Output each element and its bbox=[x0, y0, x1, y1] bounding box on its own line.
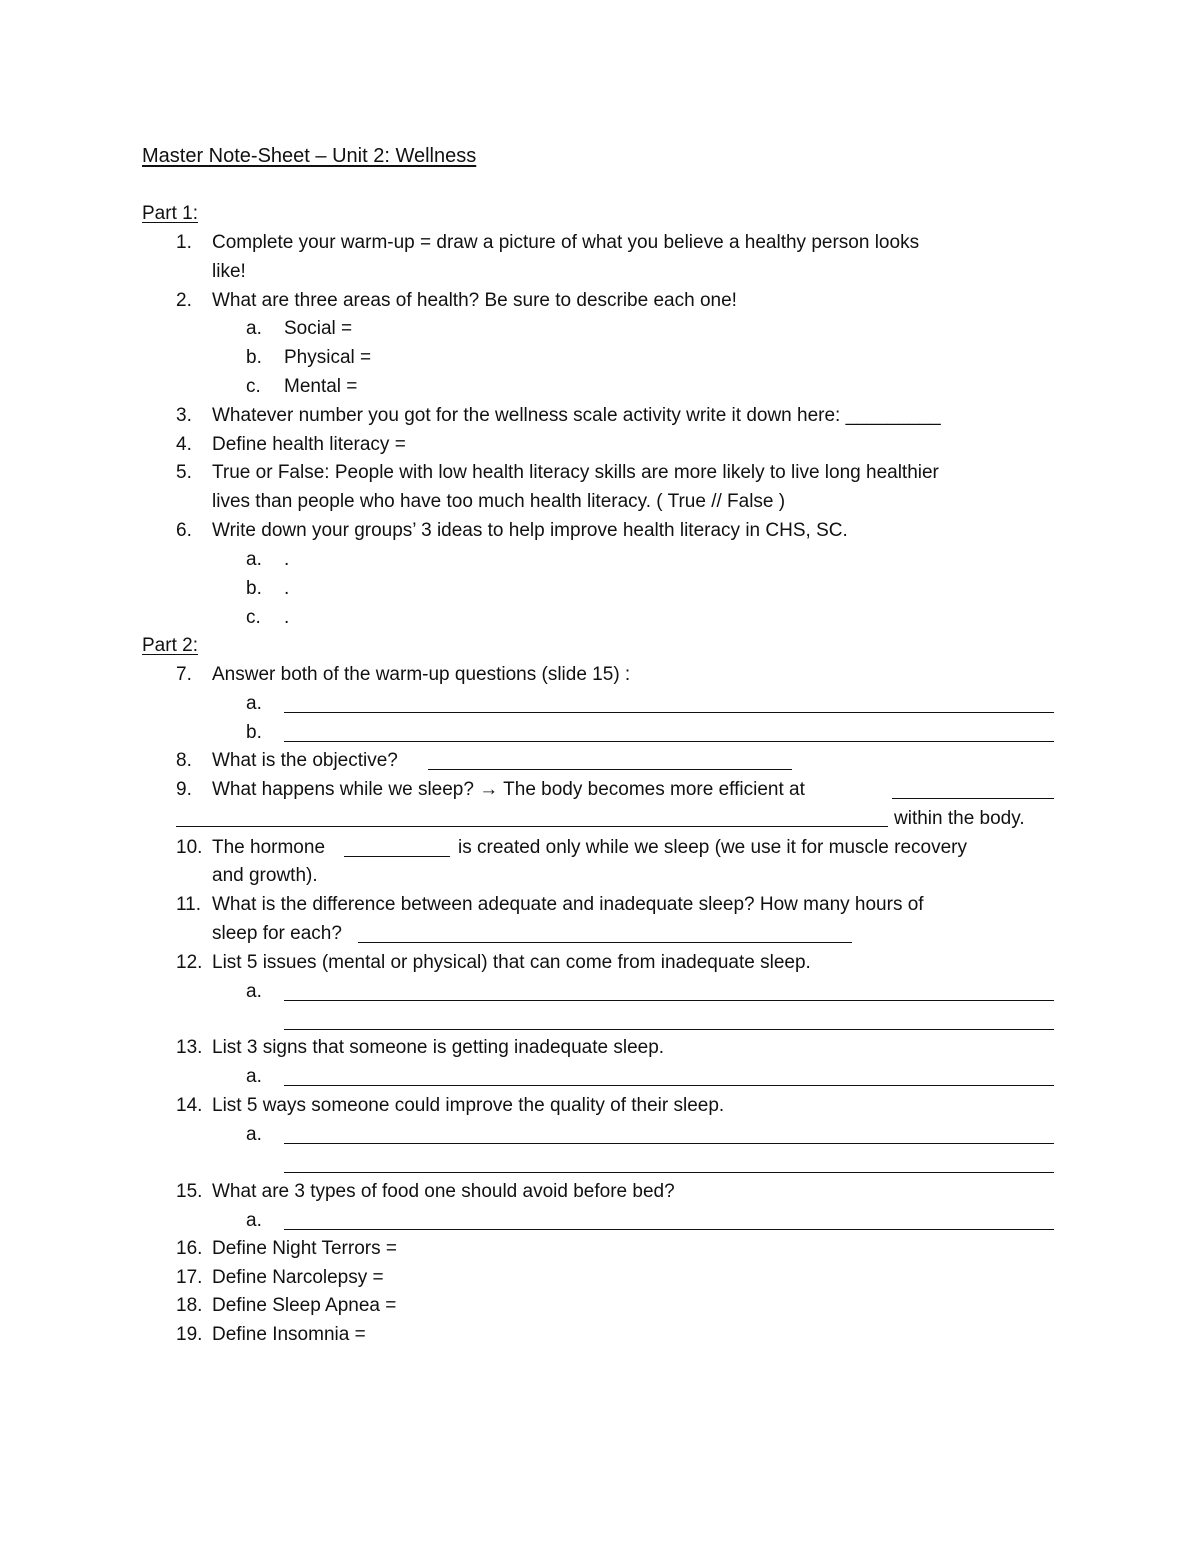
question-number: 3. bbox=[176, 405, 192, 426]
question-text: True or False: People with low health literacy skills are more likely to live long healthier bbox=[212, 462, 939, 483]
answer-blank[interactable] bbox=[284, 741, 1054, 742]
answer-blank[interactable] bbox=[344, 856, 450, 857]
question-11-line-2: sleep for each? bbox=[212, 923, 342, 944]
question-text: List 3 signs that someone is getting inadequate sleep. bbox=[212, 1037, 665, 1058]
question-text: What is the objective? bbox=[212, 750, 398, 771]
question-text: Define health literacy = bbox=[212, 434, 406, 455]
question-text: Write down your groups’ 3 ideas to help improve health literacy in CHS, SC. bbox=[212, 520, 848, 541]
question-text: Define Narcolepsy = bbox=[212, 1267, 384, 1288]
sub-letter: a. bbox=[246, 1066, 262, 1087]
question-text: Define Sleep Apnea = bbox=[212, 1295, 397, 1316]
sub-letter: a. bbox=[246, 549, 262, 570]
question-text: Answer both of the warm-up questions (slide 15) : bbox=[212, 664, 631, 685]
question-number: 5. bbox=[176, 462, 192, 483]
answer-blank[interactable] bbox=[284, 1172, 1054, 1173]
sub-letter: b. bbox=[246, 722, 262, 743]
sub-text: Mental = bbox=[284, 376, 358, 397]
answer-blank[interactable] bbox=[428, 769, 792, 770]
question-text: List 5 issues (mental or physical) that can come from inadequate sleep. bbox=[212, 952, 811, 973]
sub-text: Physical = bbox=[284, 347, 372, 368]
question-text-cont: is created only while we sleep (we use it for muscle recovery bbox=[458, 837, 967, 858]
question-5-line-2: lives than people who have too much health literacy. ( True // False ) bbox=[212, 491, 786, 512]
sub-letter: a. bbox=[246, 981, 262, 1002]
answer-blank[interactable] bbox=[892, 798, 1054, 799]
question-text: What happens while we sleep? → The body becomes more efficient at bbox=[212, 779, 805, 800]
part1-heading: Part 1: bbox=[142, 203, 198, 224]
answer-blank[interactable] bbox=[284, 1229, 1054, 1230]
question-number: 12. bbox=[176, 952, 203, 973]
question-text: The hormone bbox=[212, 837, 326, 858]
question-number: 7. bbox=[176, 664, 192, 685]
question-number: 11. bbox=[176, 894, 202, 915]
question-1-line-2: like! bbox=[212, 261, 246, 282]
answer-blank[interactable] bbox=[284, 1085, 1054, 1086]
question-number: 2. bbox=[176, 290, 192, 311]
answer-blank[interactable] bbox=[284, 712, 1054, 713]
question-number: 17. bbox=[176, 1267, 203, 1288]
answer-blank[interactable] bbox=[358, 942, 852, 943]
question-number: 14. bbox=[176, 1095, 203, 1116]
question-number: 9. bbox=[176, 779, 192, 800]
question-text: What are three areas of health? Be sure to describe each one! bbox=[212, 290, 737, 311]
sub-letter: c. bbox=[246, 376, 261, 397]
answer-blank[interactable] bbox=[176, 826, 888, 827]
sub-letter: b. bbox=[246, 347, 262, 368]
sub-letter: a. bbox=[246, 693, 262, 714]
page-title: Master Note-Sheet – Unit 2: Wellness bbox=[142, 145, 477, 167]
question-text: What are 3 types of food one should avoid before bed? bbox=[212, 1181, 675, 1202]
sub-letter: c. bbox=[246, 607, 261, 628]
question-number: 15. bbox=[176, 1181, 203, 1202]
question-number: 1. bbox=[176, 232, 192, 253]
question-10-line-2: and growth). bbox=[212, 865, 318, 886]
sub-letter: a. bbox=[246, 1210, 262, 1231]
question-number: 10. bbox=[176, 837, 203, 858]
question-number: 16. bbox=[176, 1238, 203, 1259]
question-9-end: within the body. bbox=[894, 808, 1025, 829]
answer-blank[interactable] bbox=[284, 1143, 1054, 1144]
sub-text: . bbox=[284, 549, 290, 570]
question-number: 8. bbox=[176, 750, 192, 771]
question-number: 13. bbox=[176, 1037, 203, 1058]
answer-blank[interactable] bbox=[284, 1029, 1054, 1030]
question-text: Define Night Terrors = bbox=[212, 1238, 397, 1259]
question-number: 19. bbox=[176, 1324, 203, 1345]
sub-letter: b. bbox=[246, 578, 262, 599]
part2-heading: Part 2: bbox=[142, 635, 198, 656]
question-number: 18. bbox=[176, 1295, 203, 1316]
sub-letter: a. bbox=[246, 1124, 262, 1145]
sub-text: . bbox=[284, 607, 290, 628]
question-text: List 5 ways someone could improve the quality of their sleep. bbox=[212, 1095, 725, 1116]
question-text: Complete your warm-up = draw a picture of what you believe a healthy person looks bbox=[212, 232, 920, 253]
sub-text: . bbox=[284, 578, 290, 599]
sub-text: Social = bbox=[284, 318, 353, 339]
question-number: 4. bbox=[176, 434, 192, 455]
sub-letter: a. bbox=[246, 318, 262, 339]
answer-blank[interactable] bbox=[284, 1000, 1054, 1001]
question-number: 6. bbox=[176, 520, 192, 541]
question-text: Whatever number you got for the wellness scale activity write it down here: _________ bbox=[212, 405, 941, 426]
question-text: What is the difference between adequate and inadequate sleep? How many hours of bbox=[212, 894, 924, 915]
question-text: Define Insomnia = bbox=[212, 1324, 366, 1345]
